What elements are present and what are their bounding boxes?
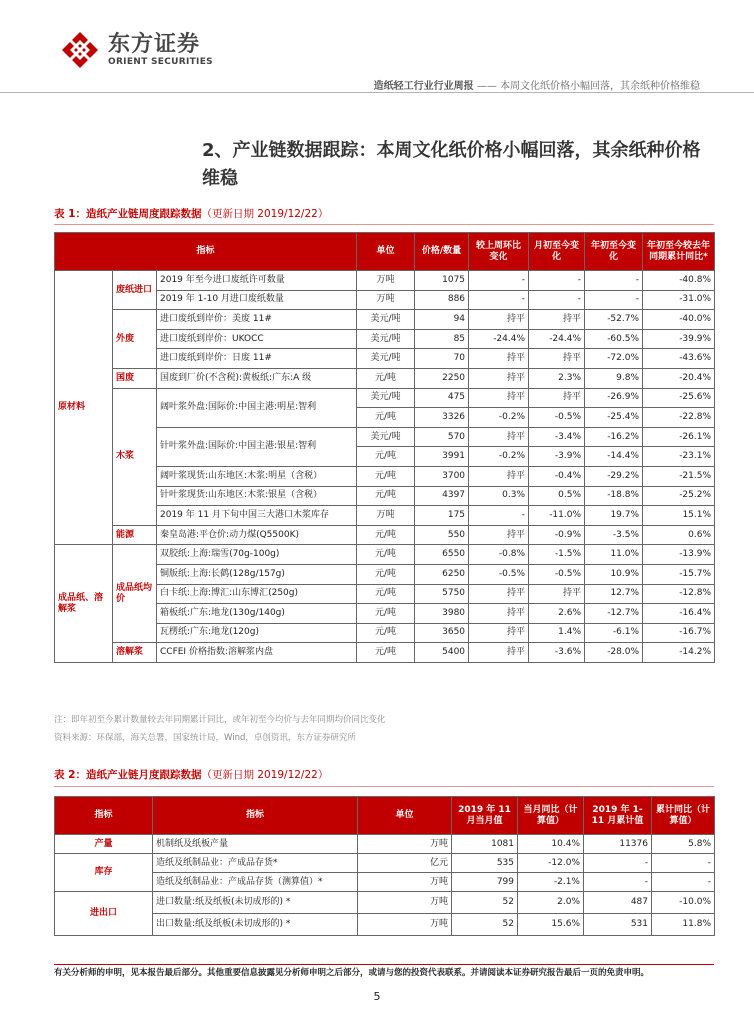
yoy-cell: -31.0% (643, 290, 715, 310)
ytd-cell: 9.8% (585, 368, 643, 388)
unit-cell: 元/吨 (357, 545, 415, 565)
value-cell: 3700 (415, 466, 469, 486)
col-header-indicator: 指标 (55, 233, 357, 271)
indicator-name: 造纸及纸制品业：产成品存货* (153, 854, 358, 873)
month-yoy-cell: -12.0% (518, 854, 584, 873)
yoy-cell: -16.7% (643, 623, 715, 643)
ytd-cell: -52.7% (585, 310, 643, 330)
yoy-cell: -39.9% (643, 329, 715, 349)
t2-col-header-group: 指标 (55, 797, 153, 835)
indicator-name: 2019 年 1-10 月进口废纸数量 (157, 290, 357, 310)
cum-yoy-cell: -10.0% (652, 892, 715, 914)
table-row (55, 643, 715, 663)
unit-cell: 万吨 (358, 914, 452, 936)
mtd-cell: 2.6% (529, 604, 585, 624)
value-cell: 475 (415, 388, 469, 408)
indicator-name: 造纸及纸制品业：产成品存货（测算值）* (153, 873, 358, 892)
table-row (55, 388, 715, 408)
month-value-cell: 535 (452, 854, 518, 873)
yoy-cell: -40.0% (643, 310, 715, 330)
wow-cell: -0.8% (469, 545, 529, 565)
indicator-name: 双胶纸:上海:瑞雪(70g-100g) (157, 545, 357, 565)
value-cell: 1075 (415, 271, 469, 291)
yoy-cell: -22.8% (643, 408, 715, 428)
indicator-name: 阔叶浆外盘:国际价:中国主港:明星:智利 (157, 388, 357, 427)
indicator-name: 2019 年至今进口废纸许可数量 (157, 271, 357, 291)
subgroup-label-pulp: 木浆 (113, 388, 157, 525)
unit-cell: 元/吨 (357, 447, 415, 467)
ytd-cell: -3.5% (585, 525, 643, 545)
table1-caption (54, 206, 328, 221)
cum-yoy-cell: - (652, 854, 715, 873)
mtd-cell: -3.4% (529, 427, 585, 447)
t2-col-header-cum-yoy: 累计同比（计算值） (652, 797, 715, 835)
unit-cell: 万吨 (357, 506, 415, 526)
wow-cell: -0.2% (469, 447, 529, 467)
indicator-name: 出口数量:纸及纸板(未切成形的) * (153, 914, 358, 936)
value-cell: 570 (415, 427, 469, 447)
month-yoy-cell: 10.4% (518, 835, 584, 854)
mtd-cell: -0.4% (529, 466, 585, 486)
subgroup-label-energy: 能源 (113, 525, 157, 545)
table2-date: （更新日期 2019/12/22） (201, 769, 329, 781)
table2-caption (54, 767, 328, 782)
t2-col-header-unit: 单位 (358, 797, 452, 835)
unit-cell: 美元/吨 (357, 329, 415, 349)
ytd-cell: - (585, 271, 643, 291)
yoy-cell: -14.2% (643, 643, 715, 663)
indicator-name: 进口废纸到岸价：日废 11# (157, 349, 357, 369)
mtd-cell: 0.5% (529, 486, 585, 506)
mtd-cell: -0.5% (529, 564, 585, 584)
value-cell: 4397 (415, 486, 469, 506)
ytd-cell: -12.7% (585, 604, 643, 624)
mtd-cell: 1.4% (529, 623, 585, 643)
table-row (55, 545, 715, 565)
month-value-cell: 52 (452, 892, 518, 914)
wow-cell: 持平 (469, 584, 529, 604)
wow-cell: 0.3% (469, 486, 529, 506)
t2-col-header-month: 2019 年 11 月当月值 (452, 797, 518, 835)
yoy-cell: -43.6% (643, 349, 715, 369)
value-cell: 6550 (415, 545, 469, 565)
indicator-name: 国废到厂价(不含税):黄板纸:广东:A 级 (157, 368, 357, 388)
value-cell: 3650 (415, 623, 469, 643)
month-value-cell: 52 (452, 914, 518, 936)
unit-cell: 万吨 (358, 873, 452, 892)
unit-cell: 元/吨 (357, 525, 415, 545)
ytd-cell: -18.8% (585, 486, 643, 506)
indicator-name: 进口数量:纸及纸板(未切成形的) * (153, 892, 358, 914)
table-row (55, 892, 715, 914)
yoy-cell: -15.7% (643, 564, 715, 584)
wow-cell: -24.4% (469, 329, 529, 349)
group-label-trade: 进出口 (55, 892, 153, 936)
mtd-cell: -24.4% (529, 329, 585, 349)
subgroup-label-dissolving: 溶解浆 (113, 643, 157, 663)
t2-col-header-month-yoy: 当月同比（计算值） (518, 797, 584, 835)
unit-cell: 万吨 (358, 892, 452, 914)
month-value-cell: 1081 (452, 835, 518, 854)
footer-divider (54, 964, 714, 965)
value-cell: 94 (415, 310, 469, 330)
unit-cell: 元/吨 (357, 643, 415, 663)
report-name: 造纸轻工行业行业周报 (373, 81, 474, 92)
ytd-cell: 12.7% (585, 584, 643, 604)
brand-logo (60, 30, 213, 70)
wow-cell: 持平 (469, 604, 529, 624)
ytd-cell: 19.7% (585, 506, 643, 526)
indicator-name: 白卡纸:上海:博汇:山东博汇(250g) (157, 584, 357, 604)
mtd-cell: -1.5% (529, 545, 585, 565)
wow-cell: 持平 (469, 310, 529, 330)
wow-cell: -0.5% (469, 564, 529, 584)
cum-yoy-cell: 5.8% (652, 835, 715, 854)
unit-cell: 元/吨 (357, 408, 415, 428)
indicator-name: 进口废纸到岸价：美废 11# (157, 310, 357, 330)
indicator-name: 箱板纸:广东:地龙(130g/140g) (157, 604, 357, 624)
table-row (55, 368, 715, 388)
cum-value-cell: - (584, 854, 652, 873)
table1-source: 资料来源：环保部，海关总署，国家统计局，Wind，卓创资讯，东方证券研究所 (54, 733, 356, 743)
table1-rule (54, 224, 714, 225)
month-yoy-cell: 2.0% (518, 892, 584, 914)
indicator-name: 进口废纸到岸价：UKOCC (157, 329, 357, 349)
brand-name-en: ORIENT SECURITIES (108, 57, 213, 67)
mtd-cell: -3.9% (529, 447, 585, 467)
subgroup-label-wastepaper: 废纸进口 (113, 271, 157, 310)
value-cell: 85 (415, 329, 469, 349)
group-label-raw: 原材料 (55, 271, 113, 545)
value-cell: 2250 (415, 368, 469, 388)
indicator-name: 2019 年 11 月下旬中国三大港口木浆库存 (157, 506, 357, 526)
ytd-cell: -16.2% (585, 427, 643, 447)
ytd-cell: -26.9% (585, 388, 643, 408)
wow-cell: 持平 (469, 349, 529, 369)
unit-cell: 元/吨 (357, 584, 415, 604)
indicator-name: 秦皇岛港:平仓价:动力煤(Q5500K) (157, 525, 357, 545)
table-row (55, 525, 715, 545)
col-header-yoy: 年初至今较去年同期累计同比* (643, 233, 715, 271)
yoy-cell: -20.4% (643, 368, 715, 388)
group-label-inventory: 库存 (55, 854, 153, 892)
ytd-cell: -29.2% (585, 466, 643, 486)
wow-cell: - (469, 506, 529, 526)
mtd-cell: 持平 (529, 349, 585, 369)
unit-cell: 美元/吨 (357, 349, 415, 369)
indicator-name: 阔叶浆现货:山东地区:木浆:明星（含税） (157, 466, 357, 486)
report-subtitle: —— 本周文化纸价格小幅回落，其余纸种价格维稳 (473, 81, 700, 92)
value-cell: 175 (415, 506, 469, 526)
unit-cell: 亿元 (358, 854, 452, 873)
table2-rule (54, 786, 714, 787)
ytd-cell: 10.9% (585, 564, 643, 584)
unit-cell: 元/吨 (357, 466, 415, 486)
col-header-unit: 单位 (357, 233, 415, 271)
mtd-cell: - (529, 271, 585, 291)
unit-cell: 万吨 (357, 271, 415, 291)
monthly-data-table (54, 796, 715, 936)
wow-cell: -0.2% (469, 408, 529, 428)
wow-cell: - (469, 271, 529, 291)
t2-col-header-indicator: 指标 (153, 797, 358, 835)
ytd-cell: - (585, 290, 643, 310)
table-row (55, 835, 715, 854)
mtd-cell: 持平 (529, 388, 585, 408)
mtd-cell: 2.3% (529, 368, 585, 388)
mtd-cell: 持平 (529, 584, 585, 604)
wow-cell: 持平 (469, 643, 529, 663)
mtd-cell: -0.5% (529, 408, 585, 428)
cum-value-cell: 531 (584, 914, 652, 936)
yoy-cell: -25.2% (643, 486, 715, 506)
t2-col-header-cum: 2019 年 1-11 月累计值 (584, 797, 652, 835)
cum-yoy-cell: - (652, 873, 715, 892)
unit-cell: 万吨 (357, 290, 415, 310)
table-row (55, 271, 715, 291)
yoy-cell: -12.8% (643, 584, 715, 604)
col-header-value: 价格/数量 (415, 233, 469, 271)
table-row (55, 873, 715, 892)
month-yoy-cell: -2.1% (518, 873, 584, 892)
unit-cell: 元/吨 (357, 623, 415, 643)
subgroup-label-foreign_waste: 外废 (113, 310, 157, 369)
ytd-cell: -25.4% (585, 408, 643, 428)
yoy-cell: -23.1% (643, 447, 715, 467)
cum-value-cell: 11376 (584, 835, 652, 854)
col-header-wow: 较上周环比变化 (469, 233, 529, 271)
yoy-cell: -25.6% (643, 388, 715, 408)
brand-name-cn: 东方证券 (108, 32, 201, 57)
yoy-cell: 15.1% (643, 506, 715, 526)
mtd-cell: -3.6% (529, 643, 585, 663)
table1-date: （更新日期 2019/12/22） (201, 208, 329, 220)
wow-cell: 持平 (469, 525, 529, 545)
ytd-cell: -28.0% (585, 643, 643, 663)
ytd-cell: -72.0% (585, 349, 643, 369)
cum-value-cell: - (584, 873, 652, 892)
wow-cell: - (469, 290, 529, 310)
indicator-name: 针叶浆现货:山东地区:木浆:银星（含税） (157, 486, 357, 506)
value-cell: 5750 (415, 584, 469, 604)
month-value-cell: 799 (452, 873, 518, 892)
page-number: 5 (373, 990, 381, 1003)
header-divider (0, 92, 754, 93)
indicator-name: 铜版纸:上海:长鹤(128g/157g) (157, 564, 357, 584)
yoy-cell: -26.1% (643, 427, 715, 447)
ytd-cell: -60.5% (585, 329, 643, 349)
unit-cell: 元/吨 (357, 604, 415, 624)
yoy-cell: 0.6% (643, 525, 715, 545)
table-row (55, 854, 715, 873)
yoy-cell: -16.4% (643, 604, 715, 624)
wow-cell: 持平 (469, 388, 529, 408)
mtd-cell: -11.0% (529, 506, 585, 526)
mtd-cell: - (529, 290, 585, 310)
table1-caption-text: 表 1：造纸产业链周度跟踪数据 (54, 208, 202, 220)
ytd-cell: -14.4% (585, 447, 643, 467)
wow-cell: 持平 (469, 427, 529, 447)
logo-mark-icon (60, 30, 100, 70)
subgroup-label-domestic_waste: 国废 (113, 368, 157, 388)
col-header-ytd: 年初至今变化 (585, 233, 643, 271)
unit-cell: 美元/吨 (357, 427, 415, 447)
yoy-cell: -21.5% (643, 466, 715, 486)
indicator-name: CCFEI 价格指数:溶解浆内盘 (157, 643, 357, 663)
weekly-data-table (54, 232, 715, 663)
indicator-name: 瓦楞纸:广东:地龙(120g) (157, 623, 357, 643)
table2-caption-text: 表 2：造纸产业链月度跟踪数据 (54, 769, 202, 781)
table1-note: 注：即年初至今累计数量较去年同期累计同比，或年初至今均价与去年同期均价同比变化 (54, 715, 386, 725)
report-header (374, 77, 700, 92)
value-cell: 70 (415, 349, 469, 369)
yoy-cell: -40.8% (643, 271, 715, 291)
subgroup-label-finished_paper: 成品纸均价 (113, 545, 157, 643)
value-cell: 550 (415, 525, 469, 545)
value-cell: 3991 (415, 447, 469, 467)
unit-cell: 元/吨 (357, 368, 415, 388)
unit-cell: 元/吨 (357, 564, 415, 584)
col-header-mtd: 月初至今变化 (529, 233, 585, 271)
value-cell: 6250 (415, 564, 469, 584)
cum-value-cell: 487 (584, 892, 652, 914)
footer-disclaimer: 有关分析师的申明，见本报告最后部分。其他重要信息披露见分析师申明之后部分，或请与您的投资代表联系。并请阅读本证券研究报告最后一页的免责申明。 (54, 968, 650, 978)
wow-cell: 持平 (469, 466, 529, 486)
yoy-cell: -13.9% (643, 545, 715, 565)
value-cell: 3326 (415, 408, 469, 428)
ytd-cell: -6.1% (585, 623, 643, 643)
wow-cell: 持平 (469, 623, 529, 643)
mtd-cell: -0.9% (529, 525, 585, 545)
unit-cell: 元/吨 (357, 486, 415, 506)
indicator-name: 机制纸及纸板产量 (153, 835, 358, 854)
mtd-cell: 持平 (529, 310, 585, 330)
wow-cell: 持平 (469, 368, 529, 388)
ytd-cell: 11.0% (585, 545, 643, 565)
table-row (55, 310, 715, 330)
value-cell: 886 (415, 290, 469, 310)
group-label-output: 产量 (55, 835, 153, 854)
indicator-name: 针叶浆外盘:国际价:中国主港:银星:智利 (157, 427, 357, 466)
cum-yoy-cell: 11.8% (652, 914, 715, 936)
unit-cell: 万吨 (358, 835, 452, 854)
unit-cell: 美元/吨 (357, 310, 415, 330)
group-label-finished: 成品纸、溶解浆 (55, 545, 113, 663)
unit-cell: 美元/吨 (357, 388, 415, 408)
table-row (55, 914, 715, 936)
value-cell: 5400 (415, 643, 469, 663)
month-yoy-cell: 15.6% (518, 914, 584, 936)
value-cell: 3980 (415, 604, 469, 624)
section-title: 2、产业链数据跟踪：本周文化纸价格小幅回落，其余纸种价格维稳 (202, 140, 701, 189)
